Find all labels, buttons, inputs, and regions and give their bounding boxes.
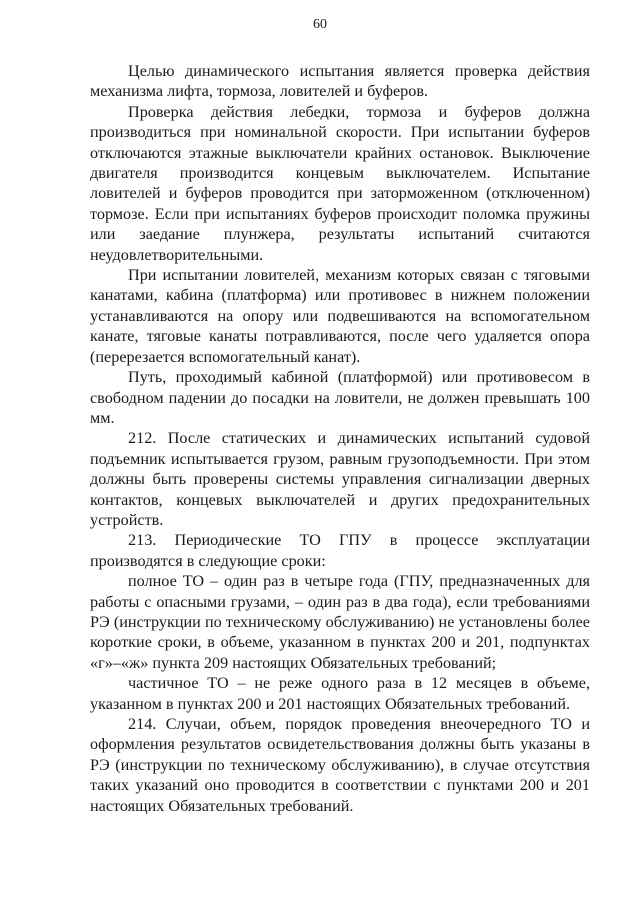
paragraph-free-fall-distance: Путь, проходимый кабиной (платформой) или противовесом в свободном падении до посадки на ловители, не должен превышать 100 мм. — [90, 368, 590, 427]
paragraph-safety-gear-test: При испытании ловителей, механизм которых связан с тяговыми канатами, кабина (платформа) или противовес в нижнем положении устанавливаются на опору или подвешиваются на вспомогательном канате, тяговые канаты потравливаются, после чего удаляется опора (перерезается вспомогательный канат). — [90, 266, 590, 366]
paragraph-item-213: 213. Периодические ТО ГПУ в процессе эксплуатации производятся в следующие сроки: — [90, 531, 590, 570]
paragraph-item-212: 212. После статических и динамических испытаний судовой подъемник испытывается грузом, равным грузоподъемности. При этом должны быть проверены системы управления сигнализации дверных контактов, концевых выключателей и других предохранительных устройств. — [90, 429, 590, 529]
document-body — [90, 61, 590, 816]
paragraph-partial-maintenance: частичное ТО – не реже одного раза в 12 месяцев в объеме, указанном в пунктах 200 и 201 настоящих Обязательных требований. — [90, 674, 590, 713]
paragraph-winch-brake-buffer-check: Проверка действия лебедки, тормоза и буферов должна производиться при номинальной скорости. При испытании буферов отключаются этажные выключатели крайних остановок. Выключение двигателя производится концевым выключателем. Испытание ловителей и буферов проводится при заторможенном (отключенном) тормозе. Если при испытаниях буферов происходит поломка пружины или заедание плунжера, результаты испытаний считаются неудовлетворительными. — [90, 102, 590, 264]
paragraph-full-maintenance: полное ТО – один раз в четыре года (ГПУ, предназначенных для работы с опасными грузами, – один раз в два года), если требованиями РЭ (инструкции по техническому обслуживанию) не установлены более короткие сроки, в объеме, указанном в пунктах 200 и 201, подпунктах «г»–«ж» пункта 209 настоящих Обязательных требований; — [90, 572, 590, 672]
paragraph-item-214: 214. Случаи, объем, порядок проведения внеочередного ТО и оформления результатов освидетельствования должны быть указаны в РЭ (инструкции по техническому обслуживанию), в случае отсутствия таких указаний оно проводится в соответствии с пунктами 200 и 201 настоящих Обязательных требований. — [90, 715, 590, 815]
page-number: 60 — [313, 17, 327, 32]
paragraph-dynamic-test-purpose: Целью динамического испытания является проверка действия механизма лифта, тормоза, ловителей и буферов. — [90, 62, 590, 101]
